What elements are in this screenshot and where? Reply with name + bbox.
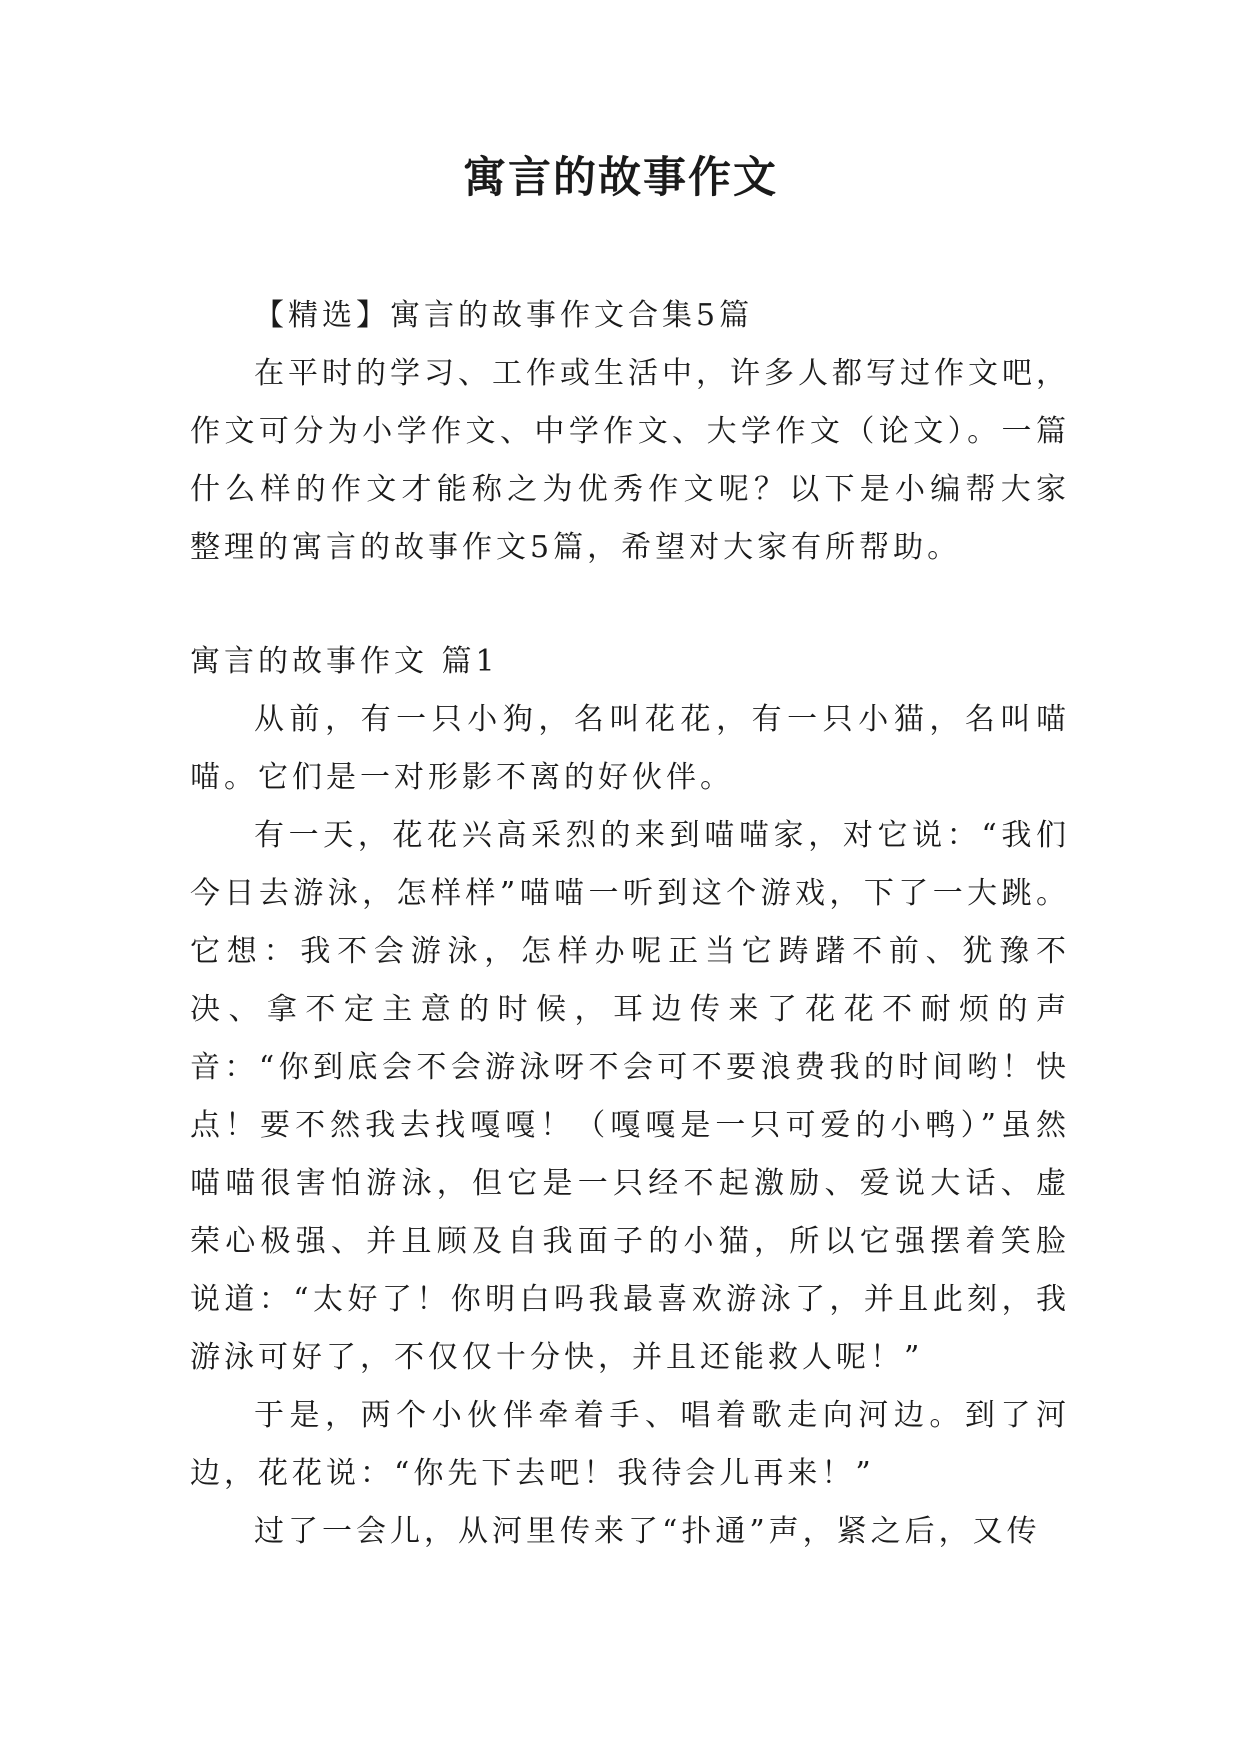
document-body <box>190 287 1070 1561</box>
story-paragraph: 于是，两个小伙伴牵着手、唱着歌走向河边。到了河边，花花说：“你先下去吧！我待会儿再来！” <box>190 1398 1070 1491</box>
story-paragraph: 过了一会儿，从河里传来了“扑通”声，紧之后，又传 <box>254 1514 1041 1549</box>
document-subtitle: 【精选】寓言的故事作文合集5篇 <box>254 298 754 333</box>
story-paragraph: 从前，有一只小狗，名叫花花，有一只小猫，名叫喵喵。它们是一对形影不离的好伙伴。 <box>190 702 1070 795</box>
document-title: 寓言的故事作文 <box>463 153 778 203</box>
intro-paragraph: 在平时的学习、工作或生活中，许多人都写过作文吧，作文可分为小学作文、中学作文、大学作文（论文）。一篇什么样的作文才能称之为优秀作文呢？以下是小编帮大家整理的寓言的故事作文5篇，希望对大家有所帮助。 <box>190 356 1070 565</box>
story-paragraph: 有一天，花花兴高采烈的来到喵喵家，对它说：“我们今日去游泳，怎样样”喵喵一听到这个游戏，下了一大跳。它想：我不会游泳，怎样办呢正当它踌躇不前、犹豫不决、拿不定主意的时候，耳边传来了花花不耐烦的声音：“你到底会不会游泳呀不会可不要浪费我的时间哟！快点！要不然我去找嘎嘎！（嘎嘎是一只可爱的小鸭）”虽然喵喵很害怕游泳，但它是一只经不起激励、爱说大话、虚荣心极强、并且顾及自我面子的小猫，所以它强摆着笑脸说道：“太好了！你明白吗我最喜欢游泳了，并且此刻，我游泳可好了，不仅仅十分快，并且还能救人呢！” <box>190 818 1070 1375</box>
section-heading: 寓言的故事作文 篇1 <box>190 644 499 679</box>
